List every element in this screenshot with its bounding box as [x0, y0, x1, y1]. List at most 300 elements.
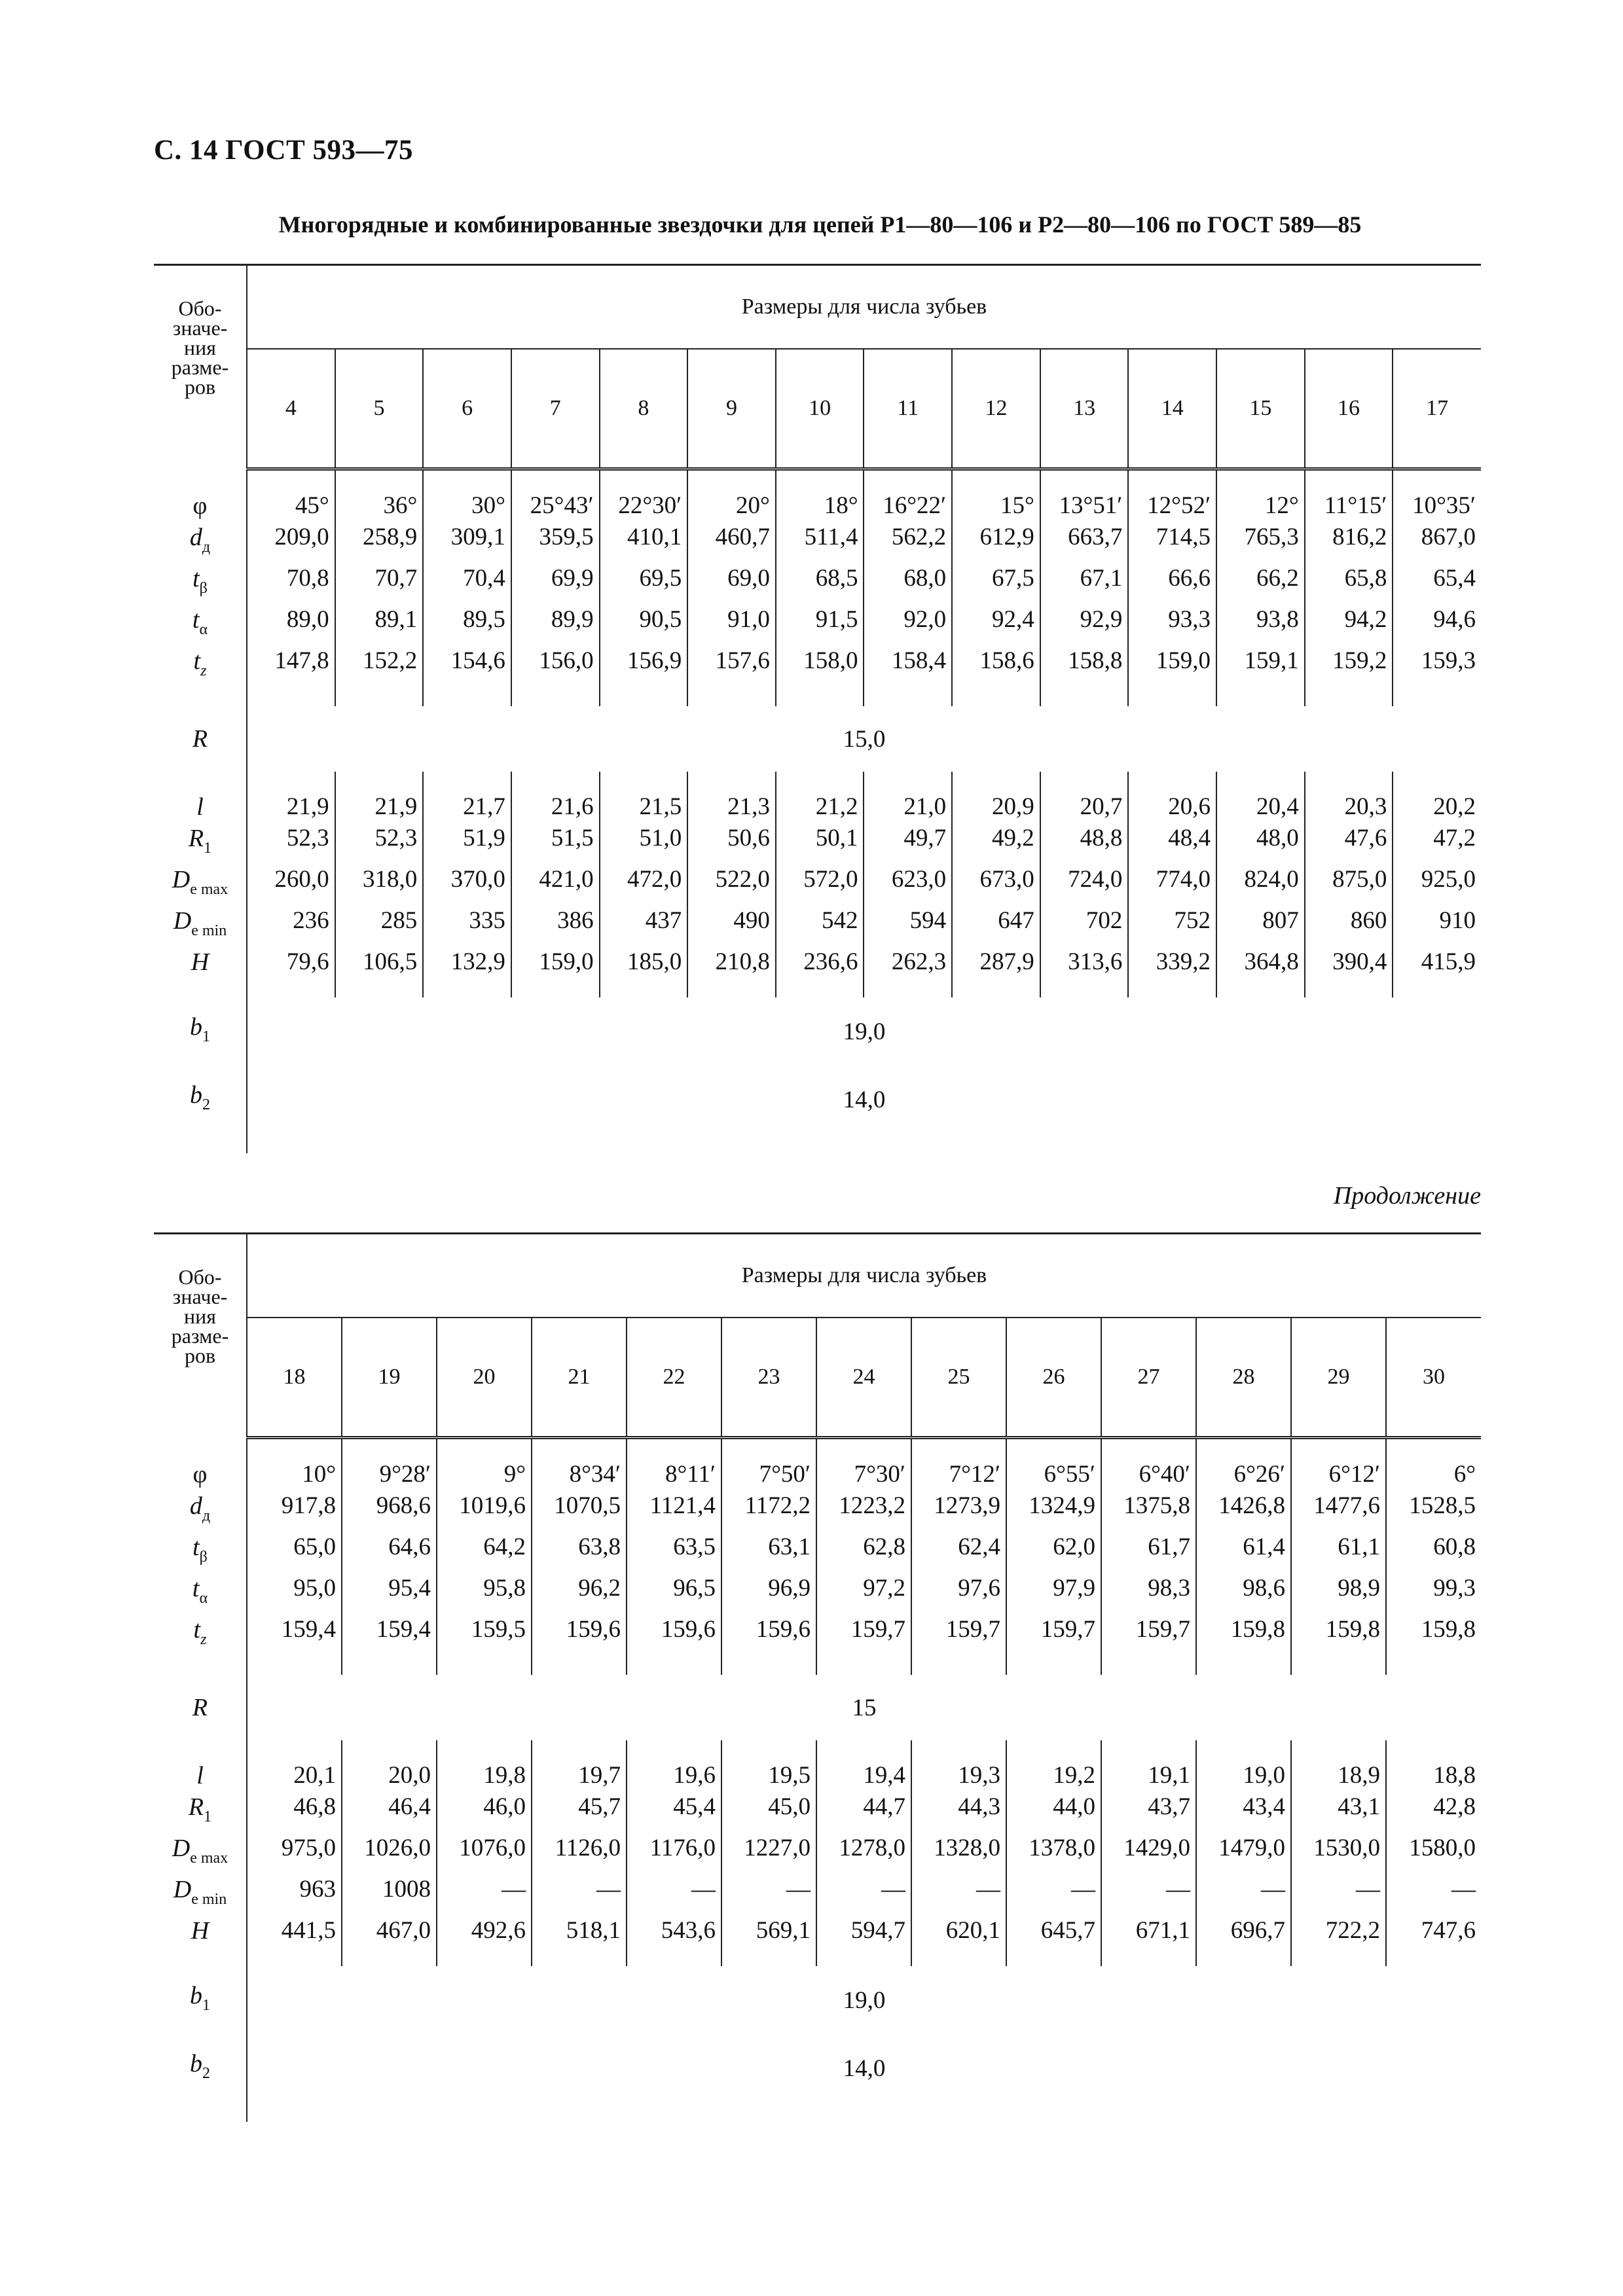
cell-tb-22: 63,5 [627, 1532, 721, 1573]
cell-H-26: 645,7 [1006, 1915, 1101, 1946]
spacer-row [154, 772, 1481, 791]
symbol-part: b [190, 1081, 202, 1109]
spacer-row [154, 1438, 1481, 1460]
spacer [1196, 1438, 1291, 1460]
symbol-part: z [200, 662, 207, 679]
cell-tz-8: 156,9 [600, 645, 688, 687]
cell-l-4: 21,9 [247, 791, 335, 823]
cell-Demin-18: 963 [247, 1874, 342, 1915]
cell-ta-7: 89,9 [511, 604, 600, 645]
spacer [247, 772, 335, 791]
row-symbol-R [154, 706, 247, 772]
spacer [247, 1740, 342, 1760]
spacer [1386, 1946, 1481, 1966]
cell-d-11: 562,2 [864, 522, 952, 563]
row-b1 [154, 1966, 1481, 2034]
spacer [1393, 687, 1481, 706]
cell-Demin-13: 702 [1040, 905, 1129, 946]
row-symbol-l [154, 1760, 247, 1791]
spacer [1305, 469, 1393, 491]
spacer [247, 1655, 342, 1675]
designation-header-line: значе- [172, 1285, 228, 1308]
spacer [423, 687, 511, 706]
cell-l-21: 19,7 [532, 1760, 627, 1791]
cell-Demax-11: 623,0 [864, 864, 952, 905]
row-R1 [154, 823, 1481, 864]
spacer [1006, 1740, 1101, 1760]
cell-ta-5: 89,1 [335, 604, 424, 645]
cell-Demin-23: — [721, 1874, 816, 1915]
symbol-part: D [173, 907, 192, 935]
cell-d-14: 714,5 [1128, 522, 1216, 563]
spacer [247, 2102, 1481, 2122]
page-header: С. 14 ГОСТ 593—75 [154, 135, 414, 166]
cell-ta-16: 94,2 [1305, 604, 1393, 645]
symbol-part: d [189, 524, 202, 551]
cell-phi-29: 6°12′ [1291, 1459, 1386, 1490]
cell-l-5: 21,9 [335, 791, 424, 823]
symbol-part: t [192, 565, 200, 592]
cell-d-23: 1172,2 [721, 1490, 816, 1532]
spacer [816, 1946, 911, 1966]
cell-tb-18: 65,0 [247, 1532, 342, 1573]
cell-H-9: 210,8 [687, 946, 776, 978]
teeth-count-19: 19 [342, 1318, 437, 1438]
cell-R1-9: 50,6 [687, 823, 776, 864]
cell-ta-18: 95,0 [247, 1573, 342, 1614]
cell-tz-24: 159,7 [816, 1614, 911, 1655]
cell-tz-12: 158,6 [952, 645, 1040, 687]
spacer [1040, 469, 1129, 491]
cell-ta-30: 99,3 [1386, 1573, 1481, 1614]
cell-ta-13: 92,9 [1040, 604, 1129, 645]
spacer [423, 772, 511, 791]
cell-R1-15: 48,0 [1216, 823, 1305, 864]
spacer [532, 1740, 627, 1760]
cell-l-14: 20,6 [1128, 791, 1216, 823]
cell-phi-7: 25°43′ [511, 490, 600, 522]
cell-phi-27: 6°40′ [1101, 1459, 1196, 1490]
teeth-count-29: 29 [1291, 1318, 1386, 1438]
spacer [1305, 978, 1393, 997]
symbol-part: D [172, 866, 191, 893]
row-symbol-b1 [154, 1966, 247, 2034]
teeth-count-6: 6 [423, 349, 511, 469]
cell-H-13: 313,6 [1040, 946, 1129, 978]
cell-ta-9: 91,0 [687, 604, 776, 645]
cell-tb-8: 69,5 [600, 563, 688, 604]
cell-l-25: 19,3 [911, 1760, 1006, 1791]
cell-R1-4: 52,3 [247, 823, 335, 864]
cell-R1-10: 50,1 [776, 823, 864, 864]
cell-ta-17: 94,6 [1393, 604, 1481, 645]
cell-Demin-6: 335 [423, 905, 511, 946]
row-symbol-ta [154, 1573, 247, 1614]
cell-H-15: 364,8 [1216, 946, 1305, 978]
cell-Demin-25: — [911, 1874, 1006, 1915]
cell-l-8: 21,5 [600, 791, 688, 823]
cell-Demin-16: 860 [1305, 905, 1393, 946]
row-ta [154, 1573, 1481, 1614]
spacer [1040, 978, 1129, 997]
teeth-count-header: Размеры для числа зубьев [247, 265, 1481, 350]
symbol-part: β [199, 580, 208, 597]
cell-tb-29: 61,1 [1291, 1532, 1386, 1573]
cell-l-13: 20,7 [1040, 791, 1129, 823]
cell-phi-22: 8°11′ [627, 1459, 721, 1490]
spacer [247, 1946, 342, 1966]
cell-tb-21: 63,8 [532, 1532, 627, 1573]
cell-R1-25: 44,3 [911, 1791, 1006, 1833]
spacer [247, 978, 335, 997]
spacer [335, 978, 424, 997]
teeth-count-17: 17 [1393, 349, 1481, 469]
spacer [511, 772, 600, 791]
cell-b1-common: 19,0 [247, 997, 1481, 1066]
designation-header-line: ния [184, 336, 216, 359]
cell-d-27: 1375,8 [1101, 1490, 1196, 1532]
cell-R1-19: 46,4 [342, 1791, 437, 1833]
symbol-part: R [192, 1694, 208, 1721]
cell-ta-4: 89,0 [247, 604, 335, 645]
spacer [511, 687, 600, 706]
cell-Demin-17: 910 [1393, 905, 1481, 946]
spacer-row [154, 1946, 1481, 1966]
teeth-count-header: Размеры для числа зубьев [247, 1234, 1481, 1318]
cell-R1-13: 48,8 [1040, 823, 1129, 864]
symbol-part: 1 [204, 840, 212, 857]
cell-Demax-9: 522,0 [687, 864, 776, 905]
cell-tz-13: 158,8 [1040, 645, 1129, 687]
cell-l-10: 21,2 [776, 791, 864, 823]
row-R [154, 1675, 1481, 1740]
cell-phi-14: 12°52′ [1128, 490, 1216, 522]
teeth-count-21: 21 [532, 1318, 627, 1438]
spacer [154, 1134, 247, 1153]
spacer [627, 1438, 721, 1460]
teeth-row [154, 1318, 1481, 1438]
spacer [776, 687, 864, 706]
symbol-part: α [199, 621, 208, 638]
cell-l-22: 19,6 [627, 1760, 721, 1791]
cell-Demax-27: 1429,0 [1101, 1833, 1196, 1874]
designation-header-line: ров [184, 1344, 216, 1367]
spacer [1291, 1655, 1386, 1675]
cell-H-5: 106,5 [335, 946, 424, 978]
cell-H-24: 594,7 [816, 1915, 911, 1946]
cell-H-23: 569,1 [721, 1915, 816, 1946]
spacer-row [154, 1740, 1481, 1760]
row-symbol-d [154, 522, 247, 563]
cell-l-26: 19,2 [1006, 1760, 1101, 1791]
teeth-count-4: 4 [247, 349, 335, 469]
cell-R1-5: 52,3 [335, 823, 424, 864]
cell-d-15: 765,3 [1216, 522, 1305, 563]
teeth-count-11: 11 [864, 349, 952, 469]
cell-tz-22: 159,6 [627, 1614, 721, 1655]
cell-l-15: 20,4 [1216, 791, 1305, 823]
cell-Demax-13: 724,0 [1040, 864, 1129, 905]
spacer [952, 772, 1040, 791]
cell-ta-14: 93,3 [1128, 604, 1216, 645]
cell-Demin-20: — [437, 1874, 532, 1915]
spacer [1101, 1438, 1196, 1460]
cell-l-27: 19,1 [1101, 1760, 1196, 1791]
cell-phi-30: 6° [1386, 1459, 1481, 1490]
spacer [1101, 1740, 1196, 1760]
cell-R1-6: 51,9 [423, 823, 511, 864]
spacer [776, 772, 864, 791]
cell-tz-6: 154,6 [423, 645, 511, 687]
cell-Demax-23: 1227,0 [721, 1833, 816, 1874]
cell-ta-23: 96,9 [721, 1573, 816, 1614]
cell-H-22: 543,6 [627, 1915, 721, 1946]
cell-phi-11: 16°22′ [864, 490, 952, 522]
row-symbol-b1 [154, 997, 247, 1066]
cell-ta-27: 98,3 [1101, 1573, 1196, 1614]
cell-d-24: 1223,2 [816, 1490, 911, 1532]
spacer [816, 1438, 911, 1460]
cell-l-28: 19,0 [1196, 1760, 1291, 1791]
cell-tb-11: 68,0 [864, 563, 952, 604]
cell-tb-12: 67,5 [952, 563, 1040, 604]
cell-tz-20: 159,5 [437, 1614, 532, 1655]
cell-Demax-4: 260,0 [247, 864, 335, 905]
cell-d-26: 1324,9 [1006, 1490, 1101, 1532]
cell-l-24: 19,4 [816, 1760, 911, 1791]
symbol-part: e max [190, 881, 228, 898]
spacer [911, 1438, 1006, 1460]
cell-phi-16: 11°15′ [1305, 490, 1393, 522]
spacer [911, 1655, 1006, 1675]
spacer [437, 1438, 532, 1460]
cell-d-18: 917,8 [247, 1490, 342, 1532]
symbol-part: R [188, 825, 204, 852]
designation-header-line: разме- [171, 355, 229, 379]
cell-phi-28: 6°26′ [1196, 1459, 1291, 1490]
cell-phi-12: 15° [952, 490, 1040, 522]
cell-d-4: 209,0 [247, 522, 335, 563]
teeth-count-13: 13 [1040, 349, 1129, 469]
spacer [247, 1438, 342, 1460]
row-symbol-b2 [154, 2034, 247, 2102]
cell-l-20: 19,8 [437, 1760, 532, 1791]
row-symbol-R [154, 1675, 247, 1740]
cell-tb-30: 60,8 [1386, 1532, 1481, 1573]
cell-phi-20: 9° [437, 1459, 532, 1490]
cell-tb-27: 61,7 [1101, 1532, 1196, 1573]
cell-ta-10: 91,5 [776, 604, 864, 645]
designation-header [154, 265, 247, 469]
cell-H-14: 339,2 [1128, 946, 1216, 978]
cell-R1-16: 47,6 [1305, 823, 1393, 864]
teeth-count-25: 25 [911, 1318, 1006, 1438]
cell-phi-24: 7°30′ [816, 1459, 911, 1490]
symbol-part: D [173, 1876, 192, 1903]
cell-R1-30: 42,8 [1386, 1791, 1481, 1833]
cell-d-30: 1528,5 [1386, 1490, 1481, 1532]
spacer [154, 978, 247, 997]
row-R [154, 706, 1481, 772]
designation-header-line: Обо- [178, 296, 222, 320]
cell-Demin-28: — [1196, 1874, 1291, 1915]
row-b1 [154, 997, 1481, 1066]
cell-tb-10: 68,5 [776, 563, 864, 604]
cell-ta-15: 93,8 [1216, 604, 1305, 645]
row-phi [154, 490, 1481, 522]
symbol-part: R [188, 1793, 204, 1821]
cell-Demin-5: 285 [335, 905, 424, 946]
spacer [1291, 1438, 1386, 1460]
symbol-part: b [190, 1981, 202, 2009]
spacer [154, 1438, 247, 1460]
spacer [1393, 772, 1481, 791]
cell-H-7: 159,0 [511, 946, 600, 978]
cell-d-16: 816,2 [1305, 522, 1393, 563]
spacer [1006, 1438, 1101, 1460]
spacer [1305, 687, 1393, 706]
cell-phi-17: 10°35′ [1393, 490, 1481, 522]
cell-H-19: 467,0 [342, 1915, 437, 1946]
continuation-label: Продолжение [1333, 1182, 1481, 1210]
cell-ta-8: 90,5 [600, 604, 688, 645]
row-symbol-tz [154, 1614, 247, 1655]
cell-Demin-8: 437 [600, 905, 688, 946]
cell-R1-17: 47,2 [1393, 823, 1481, 864]
cell-tz-10: 158,0 [776, 645, 864, 687]
cell-l-18: 20,1 [247, 1760, 342, 1791]
spacer [1128, 687, 1216, 706]
spacer-row [154, 469, 1481, 491]
row-phi [154, 1459, 1481, 1490]
symbol-part: z [200, 1631, 207, 1648]
row-R1 [154, 1791, 1481, 1833]
spacer [600, 687, 688, 706]
symbol-part: e min [191, 922, 227, 939]
cell-phi-8: 22°30′ [600, 490, 688, 522]
cell-Demin-9: 490 [687, 905, 776, 946]
cell-l-29: 18,9 [1291, 1760, 1386, 1791]
spacer [342, 1946, 437, 1966]
cell-tz-25: 159,7 [911, 1614, 1006, 1655]
spacer [600, 469, 688, 491]
spacer [721, 1438, 816, 1460]
cell-tz-18: 159,4 [247, 1614, 342, 1655]
symbol-part: t [193, 1616, 201, 1643]
cell-Demin-7: 386 [511, 905, 600, 946]
row-symbol-d [154, 1490, 247, 1532]
row-symbol-Demin [154, 905, 247, 946]
cell-H-30: 747,6 [1386, 1915, 1481, 1946]
spacer [776, 469, 864, 491]
cell-phi-6: 30° [423, 490, 511, 522]
spacer [1386, 1740, 1481, 1760]
row-d [154, 522, 1481, 563]
cell-Demin-27: — [1101, 1874, 1196, 1915]
spacer [687, 978, 776, 997]
cell-tz-29: 159,8 [1291, 1614, 1386, 1655]
spacer [1393, 978, 1481, 997]
teeth-count-15: 15 [1216, 349, 1305, 469]
table-title: Многорядные и комбинированные звездочки для цепей Р1—80—106 и Р2—80—106 по ГОСТ 589—85 [278, 211, 1362, 238]
spacer [1216, 772, 1305, 791]
cell-Demin-19: 1008 [342, 1874, 437, 1915]
cell-Demin-11: 594 [864, 905, 952, 946]
row-symbol-l [154, 791, 247, 823]
table-teeth-4-17 [154, 264, 1481, 1153]
spacer [1196, 1655, 1291, 1675]
cell-d-5: 258,9 [335, 522, 424, 563]
spacer [1128, 469, 1216, 491]
cell-tz-7: 156,0 [511, 645, 600, 687]
row-b2 [154, 2034, 1481, 2102]
cell-tz-26: 159,7 [1006, 1614, 1101, 1655]
spacer [721, 1946, 816, 1966]
spacer [952, 469, 1040, 491]
cell-tz-21: 159,6 [532, 1614, 627, 1655]
symbol-part: β [199, 1549, 208, 1566]
cell-Demax-5: 318,0 [335, 864, 424, 905]
header-row [154, 265, 1481, 350]
cell-d-17: 867,0 [1393, 522, 1481, 563]
cell-R1-8: 51,0 [600, 823, 688, 864]
cell-Demin-26: — [1006, 1874, 1101, 1915]
cell-tb-26: 62,0 [1006, 1532, 1101, 1573]
spacer [335, 469, 424, 491]
cell-d-21: 1070,5 [532, 1490, 627, 1532]
cell-H-27: 671,1 [1101, 1915, 1196, 1946]
cell-tb-23: 63,1 [721, 1532, 816, 1573]
cell-H-10: 236,6 [776, 946, 864, 978]
cell-R1-24: 44,7 [816, 1791, 911, 1833]
symbol-part: b [190, 1013, 202, 1041]
spacer [1393, 469, 1481, 491]
cell-ta-28: 98,6 [1196, 1573, 1291, 1614]
spacer [154, 2102, 247, 2122]
cell-Demax-15: 824,0 [1216, 864, 1305, 905]
cell-tb-20: 64,2 [437, 1532, 532, 1573]
symbol-part: e min [191, 1891, 227, 1908]
cell-tb-5: 70,7 [335, 563, 424, 604]
spacer [342, 1740, 437, 1760]
symbol-part: д [202, 539, 211, 556]
cell-Demin-12: 647 [952, 905, 1040, 946]
designation-header-line: ния [184, 1304, 216, 1328]
row-symbol-H [154, 1915, 247, 1946]
symbol-part: H [191, 948, 210, 976]
cell-l-12: 20,9 [952, 791, 1040, 823]
designation-header [154, 1234, 247, 1438]
teeth-count-23: 23 [721, 1318, 816, 1438]
cell-Demax-12: 673,0 [952, 864, 1040, 905]
cell-d-9: 460,7 [687, 522, 776, 563]
cell-Demax-20: 1076,0 [437, 1833, 532, 1874]
spacer [247, 469, 335, 491]
cell-R1-11: 49,7 [864, 823, 952, 864]
cell-tz-11: 158,4 [864, 645, 952, 687]
cell-d-7: 359,5 [511, 522, 600, 563]
cell-tz-4: 147,8 [247, 645, 335, 687]
cell-l-16: 20,3 [1305, 791, 1393, 823]
header-row [154, 1234, 1481, 1318]
cell-R-common: 15,0 [247, 706, 1481, 772]
cell-H-6: 132,9 [423, 946, 511, 978]
symbol-part: φ [192, 1461, 208, 1488]
spacer-row [154, 978, 1481, 997]
row-symbol-phi [154, 490, 247, 522]
spacer [342, 1655, 437, 1675]
cell-ta-29: 98,9 [1291, 1573, 1386, 1614]
